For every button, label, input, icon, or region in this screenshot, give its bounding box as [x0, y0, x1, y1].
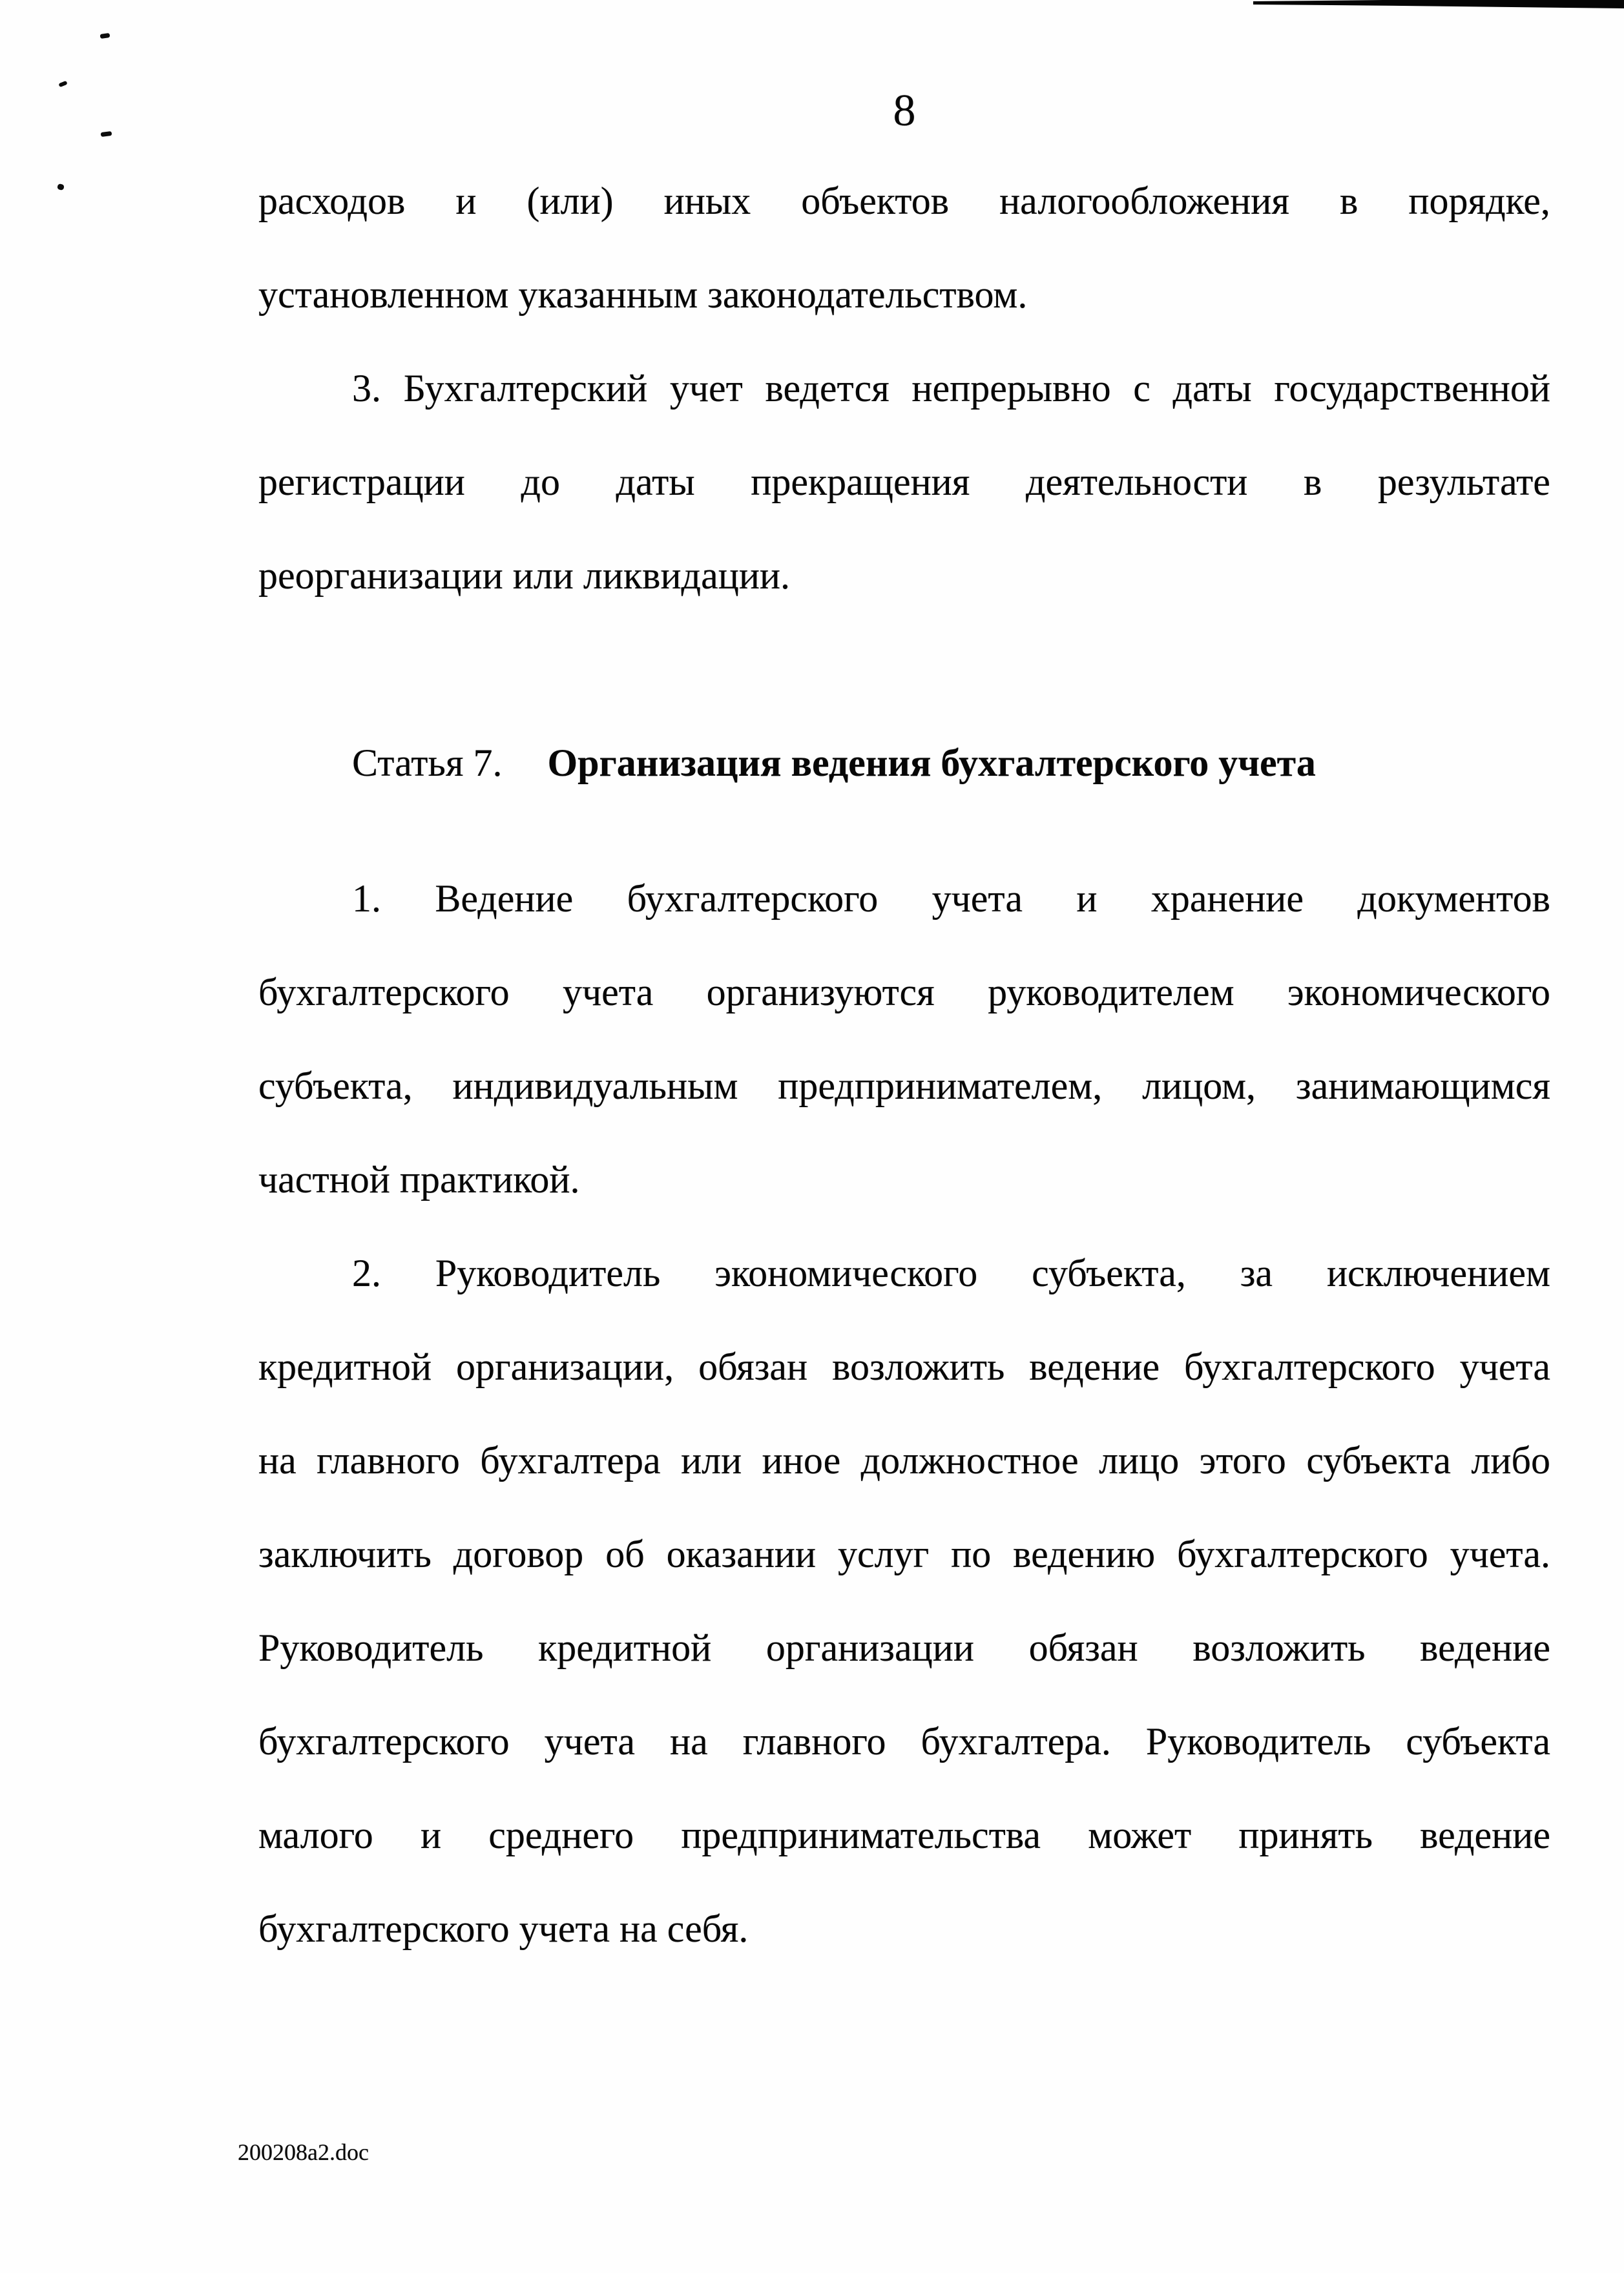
word: бухгалтерского	[1177, 1533, 1428, 1575]
word: деятельности	[1025, 461, 1248, 503]
word: и	[455, 180, 477, 222]
text-line	[258, 1227, 1550, 1320]
word: малого	[258, 1814, 373, 1856]
word: бухгалтерского	[1184, 1345, 1435, 1388]
word: лицом,	[1142, 1064, 1256, 1107]
text-line: установленном указанным законодательством.	[258, 273, 1028, 316]
paragraph	[258, 342, 1550, 623]
word: на	[258, 1439, 297, 1482]
word: и	[420, 1814, 442, 1856]
word: Руководитель	[435, 1252, 661, 1294]
word: главного	[742, 1720, 886, 1763]
word: учета.	[1450, 1533, 1550, 1575]
word: ведение	[1420, 1814, 1550, 1856]
article-heading	[258, 716, 1550, 810]
word: учета	[932, 877, 1023, 920]
word: главного	[317, 1439, 460, 1482]
text-line	[258, 1414, 1550, 1508]
scan-speck	[101, 131, 112, 137]
word: прекращения	[751, 461, 970, 503]
text-line: частной практикой.	[258, 1158, 580, 1201]
text-line: реорганизации или ликвидации.	[258, 554, 791, 597]
text-line	[258, 1789, 1550, 1882]
text-line	[258, 154, 1550, 248]
word: организации	[765, 1626, 974, 1669]
text-line	[258, 342, 1550, 435]
word: учет	[669, 367, 743, 410]
article-number: Статья 7.	[352, 742, 503, 784]
text-line: бухгалтерского учета на себя.	[258, 1907, 749, 1950]
word: даты	[1172, 367, 1252, 410]
word: лицо	[1099, 1439, 1180, 1482]
word: организации,	[456, 1345, 674, 1388]
paragraph	[258, 1227, 1550, 1976]
text-line	[258, 1039, 1550, 1133]
word: возложить	[1192, 1626, 1366, 1669]
word: 3.	[352, 367, 381, 410]
text-line	[258, 1601, 1550, 1695]
word: предпринимателем,	[778, 1064, 1103, 1107]
word: Бухгалтерский	[403, 367, 648, 410]
word: занимающимся	[1295, 1064, 1550, 1107]
text-line	[258, 1508, 1550, 1601]
text-line	[258, 852, 1550, 946]
word: ведение	[1420, 1626, 1550, 1669]
word: субъекта	[1406, 1720, 1550, 1763]
word: учета	[562, 971, 654, 1013]
scan-speck	[58, 81, 67, 87]
word: непрерывно	[911, 367, 1111, 410]
word: порядке,	[1408, 180, 1550, 222]
word: индивидуальным	[452, 1064, 738, 1107]
word: на	[670, 1720, 708, 1763]
word: учета	[544, 1720, 636, 1763]
word: бухгалтерского	[627, 877, 879, 920]
word: обязан	[698, 1345, 808, 1388]
word: Ведение	[435, 877, 574, 920]
text-column	[258, 0, 1550, 1976]
word: хранение	[1150, 877, 1304, 920]
word: ведение	[1029, 1345, 1160, 1388]
word: этого	[1199, 1439, 1286, 1482]
word: об	[605, 1533, 645, 1575]
word: в	[1340, 180, 1359, 222]
word: документов	[1357, 877, 1550, 920]
word: 1.	[352, 877, 381, 920]
article-title: Организация ведения бухгалтерского учета	[547, 742, 1316, 784]
word: заключить	[258, 1533, 432, 1575]
word: даты	[616, 461, 695, 503]
word: государственной	[1274, 367, 1550, 410]
word: либо	[1471, 1439, 1550, 1482]
word: бухгалтерского	[258, 971, 510, 1013]
word: (или)	[526, 180, 614, 222]
word: в	[1303, 461, 1322, 503]
word: бухгалтера	[480, 1439, 661, 1482]
word: организуются	[706, 971, 935, 1013]
word: результате	[1377, 461, 1550, 503]
word: может	[1088, 1814, 1192, 1856]
word: Руководитель	[1145, 1720, 1371, 1763]
page-number: 8	[893, 86, 916, 136]
word: кредитной	[258, 1345, 432, 1388]
word: принять	[1238, 1814, 1373, 1856]
word: услуг	[838, 1533, 930, 1575]
word: по	[951, 1533, 992, 1575]
word: или	[681, 1439, 742, 1482]
word: субъекта,	[1032, 1252, 1186, 1294]
text-line	[258, 946, 1550, 1039]
word: и	[1076, 877, 1098, 920]
word: учета	[1459, 1345, 1550, 1388]
word: ведется	[765, 367, 890, 410]
word: возложить	[832, 1345, 1005, 1388]
word: Руководитель	[258, 1626, 484, 1669]
word: 2.	[352, 1252, 381, 1294]
article-heading-line	[258, 716, 1550, 810]
paragraph	[258, 154, 1550, 342]
word: экономического	[714, 1252, 978, 1294]
text-line	[258, 435, 1550, 529]
word: оказании	[666, 1533, 817, 1575]
word: за	[1240, 1252, 1273, 1294]
word: договор	[453, 1533, 584, 1575]
document-body	[258, 154, 1550, 1976]
word: до	[521, 461, 560, 503]
word: руководителем	[988, 971, 1234, 1013]
footer-filename: 200208a2.doc	[238, 2139, 369, 2165]
word: с	[1133, 367, 1150, 410]
word: среднего	[488, 1814, 634, 1856]
scan-speck	[57, 183, 65, 191]
word: регистрации	[258, 461, 465, 503]
word: субъекта,	[258, 1064, 413, 1107]
word: бухгалтерского	[258, 1720, 510, 1763]
word: должностное	[860, 1439, 1079, 1482]
scan-speck	[100, 33, 110, 39]
word: экономического	[1287, 971, 1550, 1013]
word: иное	[762, 1439, 841, 1482]
word: объектов	[801, 180, 950, 222]
word: обязан	[1028, 1626, 1138, 1669]
text-line	[258, 1320, 1550, 1414]
word: ведению	[1013, 1533, 1156, 1575]
paragraph	[258, 852, 1550, 1227]
text-line	[258, 1695, 1550, 1789]
word: предпринимательства	[681, 1814, 1041, 1856]
word: субъекта	[1306, 1439, 1451, 1482]
word: исключением	[1326, 1252, 1550, 1294]
word: расходов	[258, 180, 406, 222]
word: иных	[663, 180, 751, 222]
word: бухгалтера.	[921, 1720, 1111, 1763]
word: кредитной	[538, 1626, 712, 1669]
word: налогообложения	[999, 180, 1289, 222]
